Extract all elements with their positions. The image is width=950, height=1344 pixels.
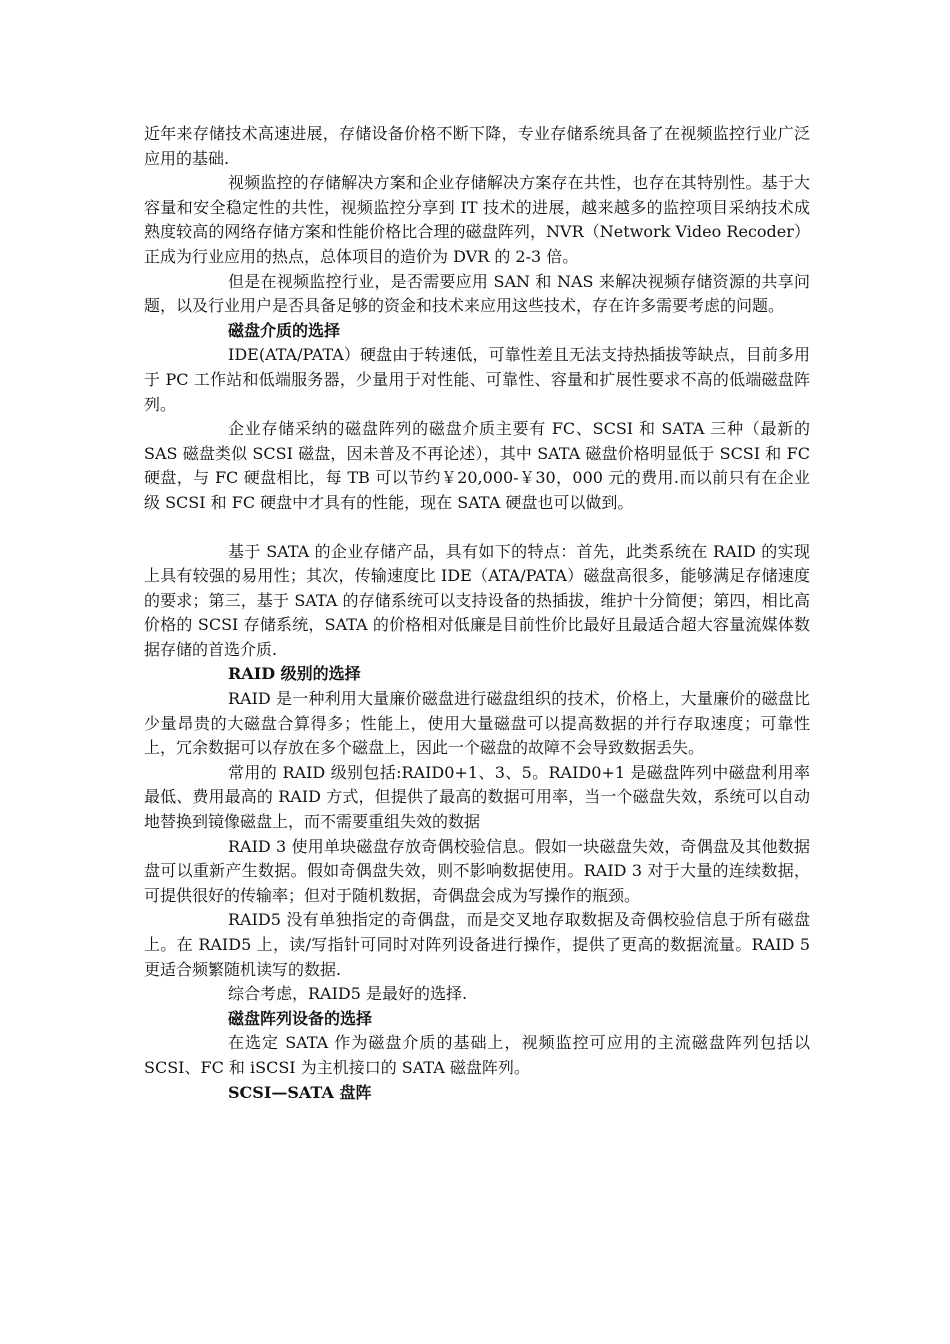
blank-line: [144, 516, 810, 540]
paragraph-raid3: RAID 3 使用单块磁盘存放奇偶校验信息。假如一块磁盘失效，奇偶盘及其他数据盘可以重新产生数据。假如奇偶盘失效，则不影响数据使用。RAID 3 对于大量的连续数据，可提供很好的传输率；但对于随机数据，奇偶盘会成为写操作的瓶颈。: [144, 836, 810, 905]
paragraph-intro: 近年来存储技术高速进展，存储设备价格不断下降，专业存储系统具备了在视频监控行业广泛应用的基础.: [144, 124, 810, 168]
heading-array-device: 磁盘阵列设备的选择: [228, 1008, 373, 1028]
heading-disk-media: 磁盘介质的选择: [228, 320, 341, 340]
paragraph-san-nas: 但是在视频监控行业，是否需要应用 SAN 和 NAS 来解决视频存储资源的共享问题，以及行业用户是否具备足够的资金和技术来应用这些技术，存在许多需要考虑的问题。: [144, 271, 810, 316]
paragraph-sata-features: 基于 SATA 的企业存储产品，具有如下的特点：首先，此类系统在 RAID 的实现上具有较强的易用性；其次，传输速度比 IDE（ATA/PATA）磁盘高很多，能够满足存储速度的要求；第三，基于 SATA 的存储系统可以支持设备的热插拔，维护十分简便；第四，相比高价格的 SCSI 存储系统，SATA 的价格相对低廉是目前性价比最好且最适合超大容量流媒体数据存储的首选介质.: [144, 541, 810, 659]
heading-raid-level: RAID 级别的选择: [228, 664, 361, 684]
paragraph-raid-levels: 常用的 RAID 级别包括:RAID0+1、3、5。RAID0+1 是磁盘阵列中磁盘利用率最低、费用最高的 RAID 方式，但提供了最高的数据可用率，当一个磁盘失效，系统可以自动地替换到镜像磁盘上，而不需要重组失效的数据: [144, 762, 810, 832]
paragraph-raid-intro: RAID 是一种利用大量廉价磁盘进行磁盘组织的技术，价格上，大量廉价的磁盘比少量昂贵的大磁盘合算得多；性能上，使用大量磁盘可以提高数据的并行存取速度；可靠性上，冗余数据可以存放在多个磁盘上，因此一个磁盘的故障不会导致数据丢失。: [144, 689, 810, 758]
paragraph-raid5: RAID5 没有单独指定的奇偶盘，而是交叉地存取数据及奇偶校验信息于所有磁盘上。在 RAID5 上，读/写指针可同时对阵列设备进行操作，提供了更高的数据流量。RAID 5 更适合频繁随机读写的数据.: [144, 910, 810, 979]
paragraph-array-choice: 在选定 SATA 作为磁盘介质的基础上，视频监控可应用的主流磁盘阵列包括以 SCSI、FC 和 iSCSI 为主机接口的 SATA 磁盘阵列。: [144, 1033, 810, 1077]
paragraph-fc-scsi-sata: 企业存储采纳的磁盘阵列的磁盘介质主要有 FC、SCSI 和 SATA 三种（最新的 SAS 磁盘类似 SCSI 磁盘，因未普及不再论述），其中 SATA 磁盘价格明显低于 SCSI 和 FC 硬盘，与 FC 硬盘相比，每 TB 可以节约￥20,000-￥30，000 元的费用.而以前只有在企业级 SCSI 和 FC 硬盘中才具有的性能，现在 SATA 硬盘也可以做到。: [144, 419, 810, 512]
paragraph-storage-solutions: 视频监控的存储解决方案和企业存储解决方案存在共性，也存在其特别性。基于大容量和安全稳定性的共性，视频监控分享到 IT 技术的进展，越来越多的监控项目采纳技术成熟度较高的网络存储方案和性能价格比合理的磁盘阵列，NVR（Network Video Recoder）正成为行业应用的热点，总体项目的造价为 DVR 的 2-3 倍。: [144, 173, 810, 266]
document-page: [144, 122, 810, 1105]
paragraph-conclusion: 综合考虑，RAID5 是最好的选择.: [228, 984, 468, 1004]
heading-scsi-sata: SCSI—SATA 盘阵: [228, 1082, 372, 1102]
paragraph-ide: IDE(ATA/PATA）硬盘由于转速低，可靠性差且无法支持热插拔等缺点，目前多用于 PC 工作站和低端服务器，少量用于对性能、可靠性、容量和扩展性要求不高的低端磁盘阵列。: [144, 345, 810, 414]
